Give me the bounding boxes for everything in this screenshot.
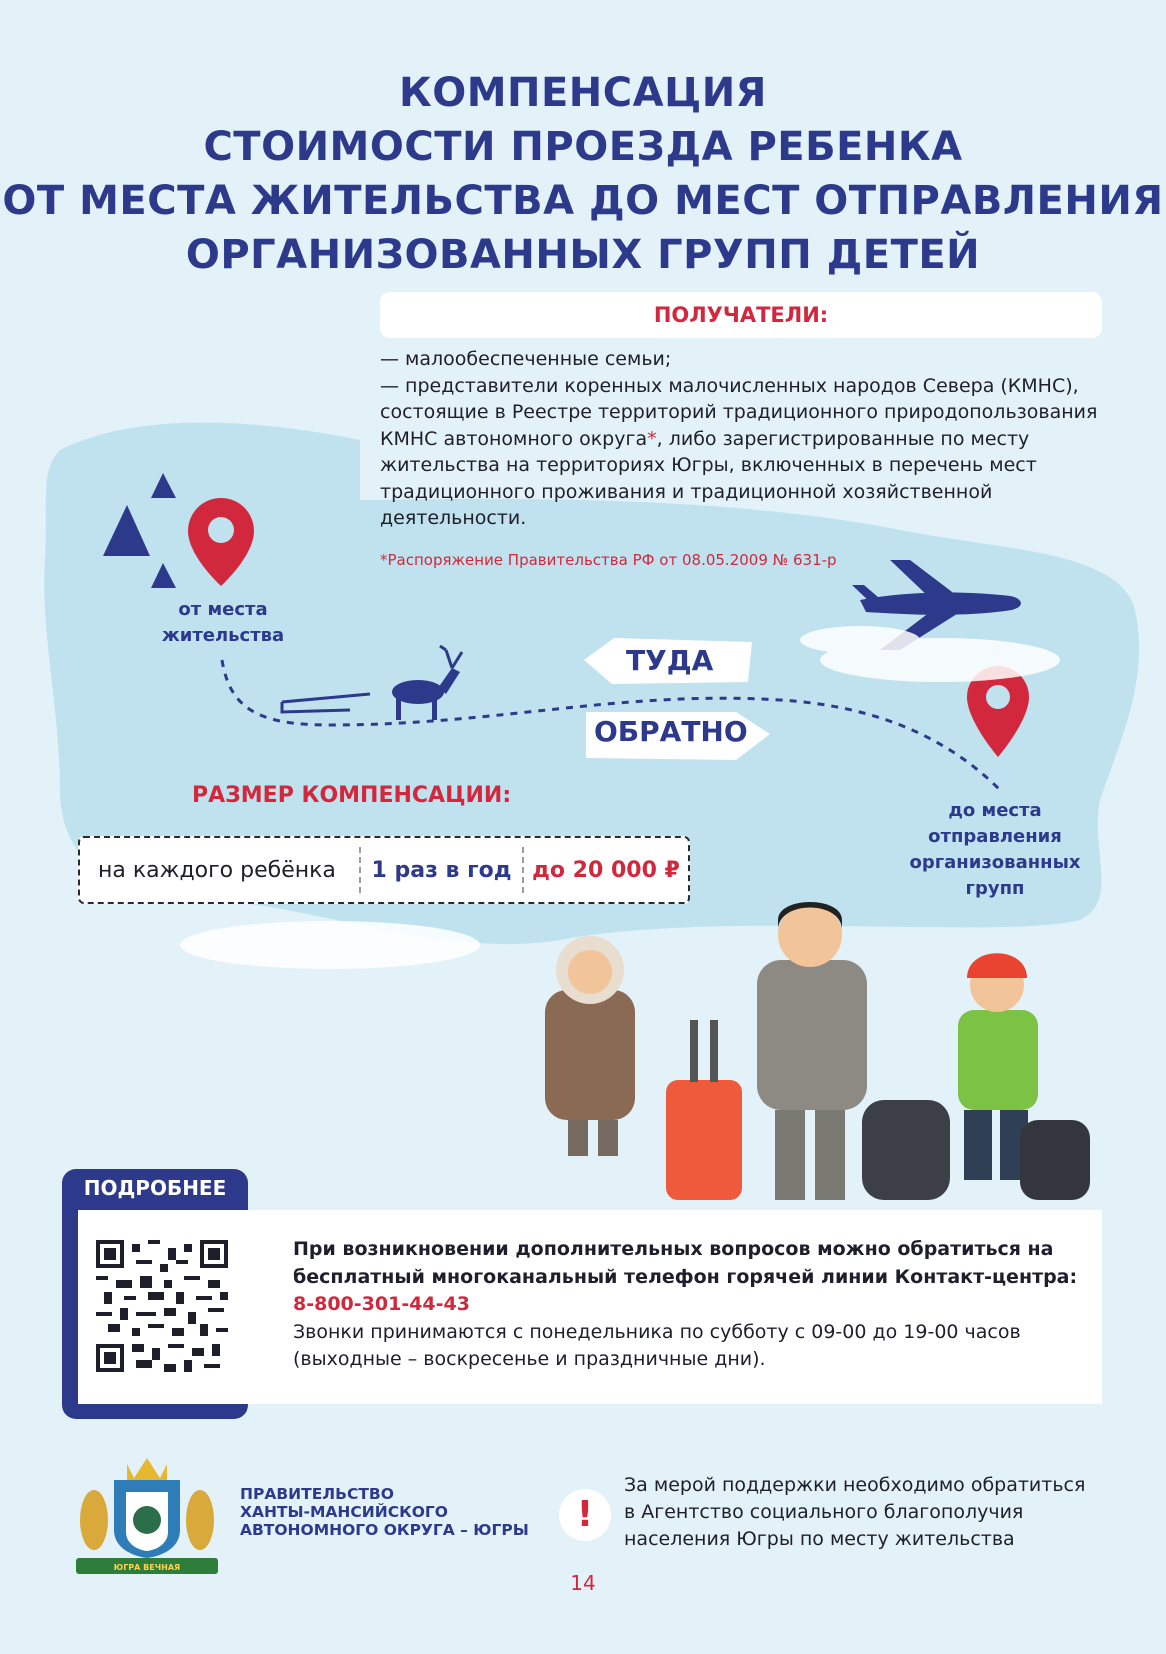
tent-icon — [103, 473, 176, 588]
recipients-heading: ПОЛУЧАТЕЛИ: — [380, 292, 1102, 338]
reindeer-sled-icon — [282, 646, 462, 720]
compensation-box — [78, 836, 690, 904]
coat-of-arms-icon — [72, 1450, 222, 1580]
frequency-text: 1 раз в год — [371, 857, 512, 883]
compensation-heading: РАЗМЕР КОМПЕНСАЦИИ: — [192, 783, 512, 808]
gov-line: ПРАВИТЕЛЬСТВО — [240, 1485, 394, 1503]
recipients-line: деятельности. — [380, 507, 527, 529]
recipients-line: — малообеспеченные семьи; — [380, 348, 672, 370]
amount-text: до 20 000 ₽ — [532, 857, 680, 883]
family-illustration — [545, 902, 1090, 1200]
label-line: организованных — [909, 852, 1081, 873]
agency-notice — [624, 1472, 1085, 1553]
notice-line: населения Югры по месту жительства — [624, 1528, 1015, 1550]
recipients-line-start: КМНС автономного округа — [380, 427, 648, 450]
notice-line: в Агентство социального благополучия — [624, 1501, 1024, 1523]
title-line: ОТ МЕСТА ЖИТЕЛЬСТВА ДО МЕСТ ОТПРАВЛЕНИЯ — [2, 178, 1164, 224]
per-child-text: на каждого ребёнка — [98, 857, 336, 883]
hotline-phone[interactable]: 8-800-301-44-43 — [293, 1293, 470, 1315]
recipients-line: жительства на территориях Югры, включенных в перечень мест — [380, 454, 1037, 476]
map-pin-icon — [188, 498, 254, 586]
page-number: 14 — [570, 1571, 596, 1595]
label-from-home — [148, 597, 298, 649]
title-line: СТОИМОСТИ ПРОЕЗДА РЕБЕНКА — [203, 124, 963, 170]
government-name — [240, 1485, 529, 1539]
hours-line: Звонки принимаются с понедельника по субботу с 09-00 до 19-00 часов — [293, 1320, 1021, 1343]
question-line: При возникновении дополнительных вопросов можно обратиться на — [293, 1238, 1054, 1260]
exclamation-icon: ! — [559, 1489, 611, 1541]
title-line: ОРГАНИЗОВАННЫХ ГРУПП ДЕТЕЙ — [185, 232, 981, 278]
sign-there-label: ТУДА — [626, 644, 714, 677]
footnote-star: * — [647, 427, 657, 450]
sign-back-label: ОБРАТНО — [594, 715, 748, 748]
recipients-line: традиционного проживания и традиционной хозяйственной — [380, 480, 993, 503]
label-line: до места — [948, 800, 1042, 821]
question-line: бесплатный многоканальный телефон горячей линии Контакт-центра: — [293, 1265, 1078, 1288]
emblem-motto: ЮГРА ВЕЧНАЯ — [113, 1563, 181, 1572]
gov-line: АВТОНОМНОГО ОКРУГА – ЮГРЫ — [240, 1521, 529, 1539]
footnote: *Распоряжение Правительства РФ от 08.05.2009 № 631-р — [380, 551, 837, 569]
recipients-line-tail: , либо зарегистрированные по месту — [656, 427, 1030, 450]
label-line: от места — [178, 599, 268, 620]
notice-line: За мерой поддержки необходимо обратиться — [624, 1474, 1086, 1496]
gov-line: ХАНТЫ-МАНСИЙСКОГО — [240, 1503, 448, 1521]
recipients-line: — представители коренных малочисленных народов Севера (КМНС), — [380, 374, 1079, 397]
label-line: отправления — [928, 826, 1062, 847]
more-label: ПОДРОБНЕЕ — [83, 1176, 227, 1200]
hours-line: (выходные – воскресенье и праздничные дни). — [293, 1348, 766, 1370]
contact-info — [293, 1236, 1093, 1374]
label-line: групп — [965, 878, 1025, 899]
qr-code-icon[interactable] — [96, 1240, 228, 1372]
recipients-line: состоящие в Реестре территорий традиционного природопользования — [380, 401, 1098, 423]
title-line: КОМПЕНСАЦИЯ — [399, 70, 767, 116]
label-to-departure — [900, 798, 1090, 902]
label-line: жительства — [161, 625, 285, 646]
